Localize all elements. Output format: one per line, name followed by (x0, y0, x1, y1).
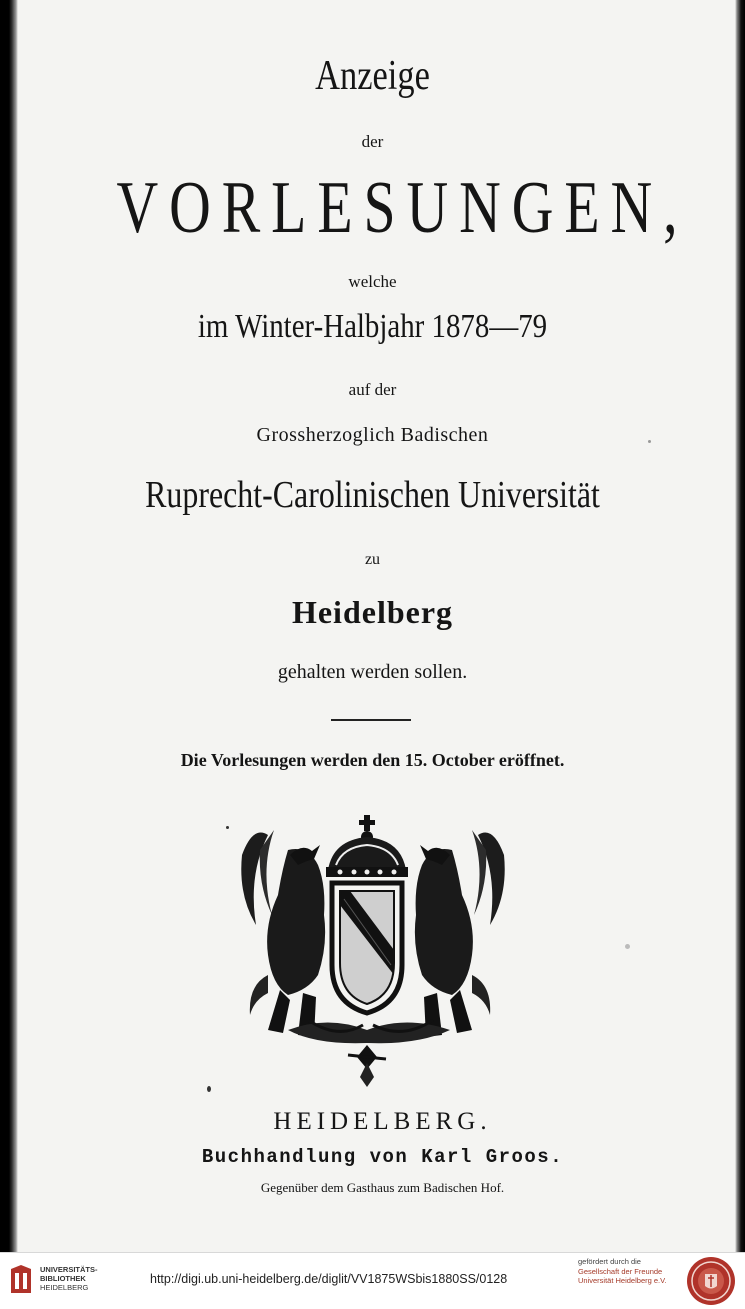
griffin-right-icon (415, 830, 505, 1037)
text-grossherzoglich: Grossherzoglich Badischen (256, 424, 489, 446)
print-speck (207, 1086, 211, 1092)
imprint-address: Gegenüber dem Gasthaus zum Badischen Hof. (260, 1180, 505, 1195)
text-semester: im Winter-Halbjahr 1878—79 (197, 308, 548, 345)
university-seal-icon[interactable] (686, 1256, 736, 1306)
crown-icon (326, 815, 408, 877)
text-opening-note: Die Vorlesungen werden den 15. October eröffnet. (180, 750, 565, 770)
sponsor-text (578, 1257, 680, 1286)
text-zu: zu (364, 551, 381, 568)
sponsor-line-1: gefördert durch die (578, 1257, 641, 1266)
text-der: der (361, 132, 384, 151)
print-speck (226, 826, 229, 829)
text-auf-der: auf der (348, 380, 397, 399)
imprint-publisher: Buchhandlung von Karl Groos. (201, 1146, 564, 1168)
library-line-2: BIBLIOTHEK (40, 1274, 86, 1283)
library-name (40, 1265, 98, 1292)
print-speck (625, 944, 630, 949)
library-line-3: HEIDELBERG (40, 1283, 89, 1292)
text-welche: welche (348, 272, 397, 291)
library-logo-icon[interactable] (8, 1263, 34, 1297)
viewer-footer (0, 1252, 745, 1309)
print-speck (648, 440, 651, 443)
heading-university: Ruprecht-Carolinischen Universität (145, 474, 600, 516)
library-line-1: UNIVERSITÄTS- (40, 1265, 98, 1274)
sponsor-line-2: Gesellschaft der Freunde (578, 1266, 663, 1276)
griffin-left-icon (241, 830, 325, 1037)
imprint-city: HEIDELBERG. (273, 1108, 492, 1135)
shield-icon (332, 883, 402, 1013)
permalink-url[interactable]: http://digi.ub.uni-heidelberg.de/diglit/VV1875WSbis1880SS/0128 (150, 1272, 508, 1286)
heading-vorlesungen: VORLESUNGEN, (116, 167, 689, 249)
text-gehalten: gehalten werden sollen. (277, 661, 468, 683)
coat-of-arms-icon (228, 815, 518, 1090)
sponsor-line-3: Universität Heidelberg e.V. (578, 1276, 667, 1285)
heading-city: Heidelberg (291, 594, 454, 630)
divider-rule (331, 719, 411, 721)
heading-anzeige: Anzeige (315, 53, 430, 99)
laurel-icon (288, 1020, 450, 1087)
